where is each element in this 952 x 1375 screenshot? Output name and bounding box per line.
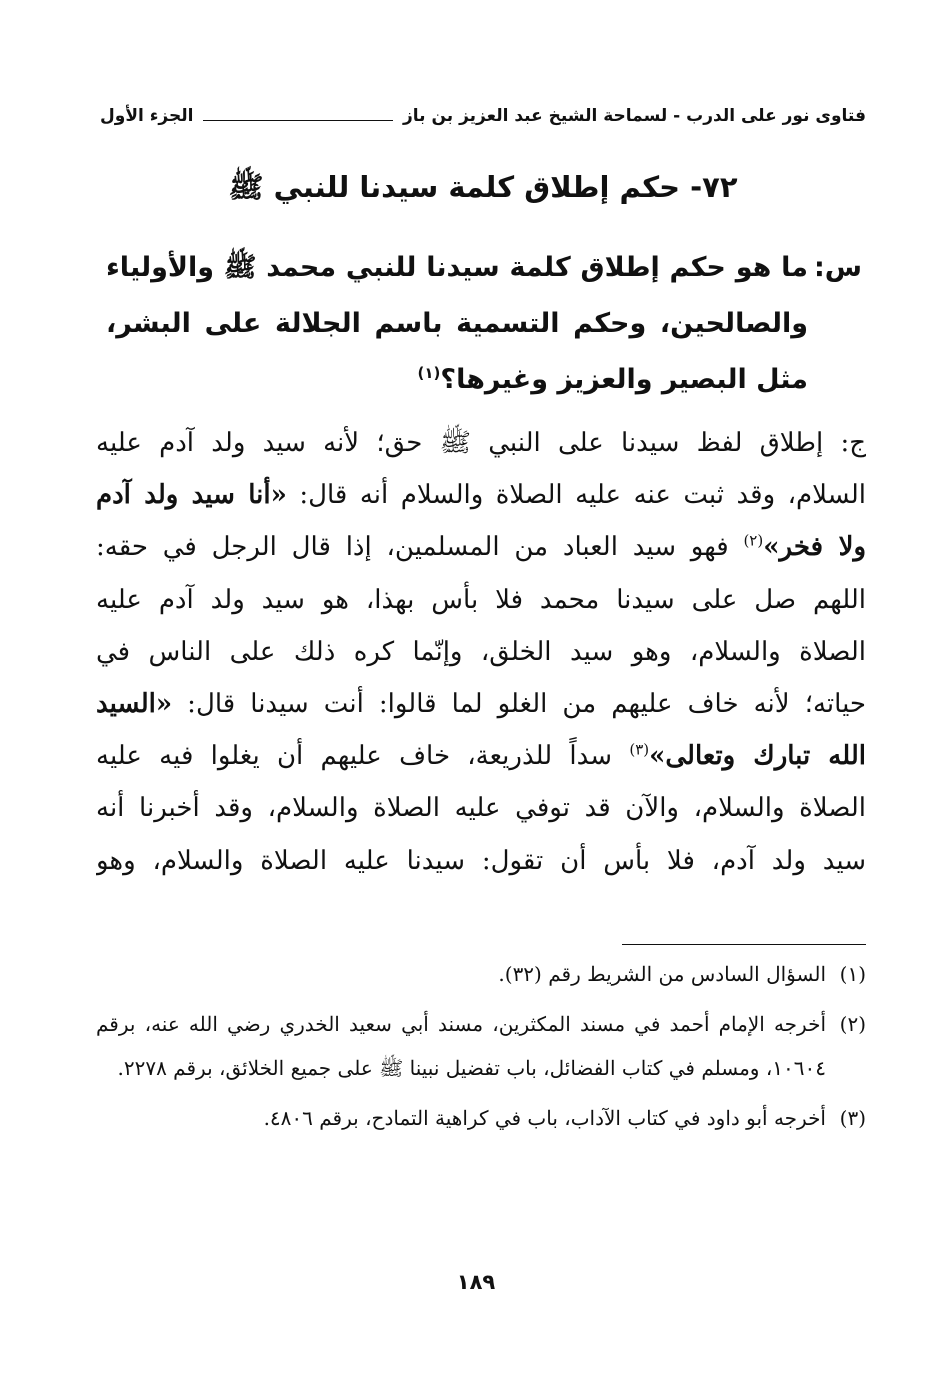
answer-line [96,782,866,834]
answer-line [96,626,866,678]
question-text-wrap [106,240,862,408]
footnote-text: أخرجه أبو داود في كتاب الآداب، باب في كراهية التمادح، برقم ٤٨٠٦. [263,1106,826,1130]
answer-footnote-ref: (٢) [743,531,764,550]
answer-text: ج: إطلاق لفظ سيدنا على النبي ﷺ حق؛ لأنه سيد ولد آدم عليه [96,428,866,458]
footnote-item [96,952,866,996]
answer-text: فهو سيد العباد من المسلمين، إذا قال الرجل في حقه: [96,532,744,563]
footnote-text: السؤال السادس من الشريط رقم (٣٢). [498,962,826,986]
book-title: فتاوى نور على الدرب - لسماحة الشيخ عبد العزيز بن باز [403,106,866,126]
question-footnote-ref: (١) [417,364,441,382]
answer-line [96,521,866,573]
answer-footnote-ref: (٣) [629,740,650,759]
answer-text: اللهم صل على سيدنا محمد فلا بأس بهذا، هو سيد ولد آدم عليه [96,584,866,615]
answer-text: سداً للذريعة، خاف عليهم أن يغلوا فيه عليه [96,741,630,772]
hadith-quote: «السيد [96,689,173,720]
answer-text: الصلاة والسلام، والآن قد توفي عليه الصلاة والسلام، وقد أخبرنا أنه [96,793,866,824]
footnote-text: أخرجه الإمام أحمد في مسند المكثرين، مسند أبي سعيد الخدري رضي الله عنه، برقم ١٠٦٠٤، ومسلم في كتاب الفضائل، باب تفضيل نبينا ﷺ على جميع الخلائق، برقم ٢٢٧٨. [96,1012,827,1080]
answer-line [96,574,866,626]
answer-line [96,469,866,521]
answer-text: الصلاة والسلام، وهو سيد الخلق، وإنّما كره ذلك على الناس في [96,636,866,667]
footnote-number: (١) [839,962,866,986]
answer-text: سيد ولد آدم، فلا بأس أن تقول: سيدنا عليه الصلاة والسلام، وهو [96,845,866,876]
footnote-number: (٣) [839,1106,866,1130]
footnote-number: (٢) [839,1012,866,1036]
page-number: ١٨٩ [456,1270,496,1294]
answer-block [96,417,866,887]
footnote-separator [622,944,866,945]
answer-line [96,417,866,469]
footnote-item [96,1096,866,1140]
footnote-item [96,1002,866,1090]
hadith-quote: ولا فخر» [763,532,866,563]
volume-label: الجزء الأول [100,106,194,126]
header-rule [203,120,393,121]
hadith-quote: «أنا سيد ولد آدم [96,480,287,511]
answer-line [96,730,866,782]
running-header [100,96,866,136]
answer-text: السلام، وقد ثبت عنه عليه الصلاة والسلام أنه قال: [286,480,866,511]
hadith-quote: الله تبارك وتعالى» [649,741,866,772]
chapter-heading: ٧٢- حكم إطلاق كلمة سيدنا للنبي ﷺ [228,170,738,204]
answer-text: حياته؛ لأنه خاف عليهم من الغلو لما قالوا: أنت سيدنا قال: [172,689,866,720]
question-label: س: [813,252,862,283]
answer-line [96,678,866,730]
footnotes [96,952,866,1146]
answer-line [96,835,866,887]
question-block [106,240,862,408]
question-text: ما هو حكم إطلاق كلمة سيدنا للنبي محمد ﷺ والأولياء والصالحين، وحكم التسمية باسم الجلالة على البشر، مثل البصير والعزيز وغيرها؟ [106,252,808,395]
